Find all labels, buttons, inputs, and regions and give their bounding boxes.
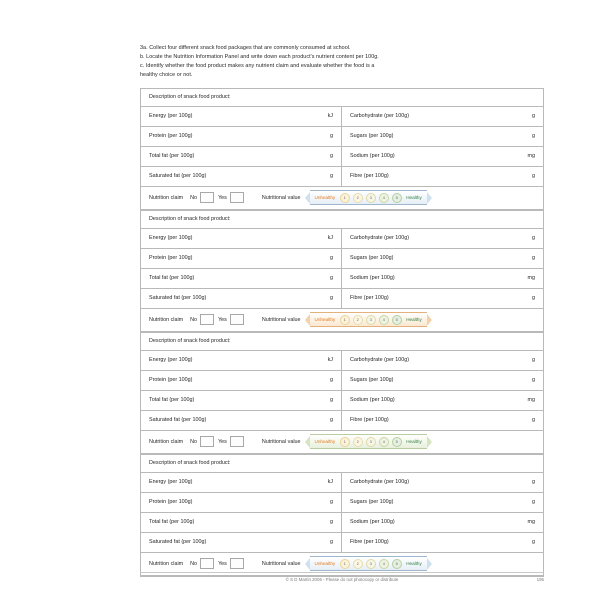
- scale-unhealthy-label: Unhealthy: [314, 439, 336, 445]
- field-label: Protein (per 100g): [149, 255, 193, 262]
- claim-no-label: No: [190, 316, 198, 323]
- scale-point-3[interactable]: 3: [366, 315, 376, 325]
- scale-unhealthy-label: Unhealthy: [314, 195, 336, 201]
- page-number: 195: [536, 577, 544, 582]
- nutritional-value-scale[interactable]: [305, 557, 432, 570]
- field-unit: kJ: [327, 357, 333, 364]
- field-saturated-fat[interactable]: [141, 411, 342, 430]
- claim-no-checkbox[interactable]: [200, 314, 214, 325]
- nutrient-row-energy: [141, 473, 543, 493]
- nutrition-claim-label: Nutrition claim: [149, 438, 184, 445]
- field-protein[interactable]: [141, 371, 342, 390]
- scale-point-2[interactable]: 2: [353, 559, 363, 569]
- field-label: Sugars (per 100g): [350, 133, 394, 140]
- field-label: Protein (per 100g): [149, 377, 193, 384]
- field-fibre[interactable]: [342, 289, 543, 308]
- claim-no-label: No: [190, 438, 198, 445]
- nutrient-row-saturated-fat: [141, 411, 543, 431]
- field-unit: g: [330, 133, 333, 140]
- nutrition-claim-row: [141, 187, 543, 210]
- field-energy[interactable]: [141, 107, 342, 126]
- field-label: Carbohydrate (per 100g): [350, 235, 410, 242]
- product-description-row[interactable]: [141, 455, 543, 473]
- field-carbohydrate[interactable]: [342, 229, 543, 248]
- claim-option-no[interactable]: [190, 436, 214, 447]
- field-unit: kJ: [327, 479, 333, 486]
- snack-product-block: [140, 88, 544, 210]
- nutrient-row-saturated-fat: [141, 289, 543, 309]
- field-protein[interactable]: [141, 493, 342, 512]
- scale-point-3[interactable]: 3: [366, 437, 376, 447]
- field-unit: g: [330, 499, 333, 506]
- field-label: Total fat (per 100g): [149, 519, 195, 526]
- field-unit: mg: [527, 153, 535, 160]
- scale-point-1[interactable]: 1: [340, 193, 350, 203]
- field-unit: g: [330, 377, 333, 384]
- field-label: Protein (per 100g): [149, 499, 193, 506]
- field-unit: g: [330, 295, 333, 302]
- field-unit: g: [330, 153, 333, 160]
- field-carbohydrate[interactable]: [342, 473, 543, 492]
- instruction-line-b: b. Locate the Nutrition Information Panel and write down each product's nutrient content per 100g.: [140, 53, 379, 60]
- field-unit: g: [532, 499, 535, 506]
- field-carbohydrate[interactable]: [342, 351, 543, 370]
- claim-no-checkbox[interactable]: [200, 558, 214, 569]
- field-label: Protein (per 100g): [149, 133, 193, 140]
- nutrient-row-total-fat: [141, 269, 543, 289]
- field-label: Sugars (per 100g): [350, 499, 394, 506]
- field-protein[interactable]: [141, 249, 342, 268]
- claim-yes-checkbox[interactable]: [230, 436, 244, 447]
- nutritional-value-scale[interactable]: [305, 191, 432, 204]
- nutritional-value-label: Nutritional value: [261, 316, 301, 323]
- field-label: Energy (per 100g): [149, 479, 193, 486]
- claim-yes-label: Yes: [218, 194, 227, 201]
- field-unit: g: [532, 255, 535, 262]
- claim-yes-label: Yes: [218, 316, 227, 323]
- field-sodium[interactable]: [342, 513, 543, 532]
- nutrient-row-protein: [141, 249, 543, 269]
- copyright-text: © S D Martin 2006 - Please do not photocopy or distribute: [285, 577, 399, 582]
- field-energy[interactable]: [141, 229, 342, 248]
- field-unit: g: [330, 275, 333, 282]
- field-label: Carbohydrate (per 100g): [350, 113, 410, 120]
- scale-healthy-label: Healthy: [406, 195, 422, 201]
- field-protein[interactable]: [141, 127, 342, 146]
- nutrient-row-energy: [141, 229, 543, 249]
- field-sugars[interactable]: [342, 493, 543, 512]
- field-label: Fibre (per 100g): [350, 295, 389, 302]
- field-label: Sugars (per 100g): [350, 255, 394, 262]
- product-description-label: Description of snack food product:: [149, 94, 231, 101]
- claim-yes-checkbox[interactable]: [230, 314, 244, 325]
- nutritional-value-label: Nutritional value: [261, 560, 301, 567]
- snack-product-block: [140, 454, 544, 577]
- field-unit: g: [330, 173, 333, 180]
- field-label: Saturated fat (per 100g): [149, 295, 207, 302]
- scale-healthy-label: Healthy: [406, 561, 422, 567]
- scale-point-2[interactable]: 2: [353, 437, 363, 447]
- field-label: Total fat (per 100g): [149, 397, 195, 404]
- field-unit: g: [532, 357, 535, 364]
- field-label: Saturated fat (per 100g): [149, 417, 207, 424]
- field-sugars[interactable]: [342, 371, 543, 390]
- field-unit: g: [532, 113, 535, 120]
- field-fibre[interactable]: [342, 533, 543, 552]
- field-saturated-fat[interactable]: [141, 533, 342, 552]
- claim-yes-checkbox[interactable]: [230, 558, 244, 569]
- field-label: Fibre (per 100g): [350, 539, 389, 546]
- scale-point-4[interactable]: 4: [379, 559, 389, 569]
- nutritional-value-scale[interactable]: [305, 435, 432, 448]
- field-label: Sodium (per 100g): [350, 275, 395, 282]
- scale-unhealthy-label: Unhealthy: [314, 561, 336, 567]
- field-energy[interactable]: [141, 473, 342, 492]
- field-total-fat[interactable]: [141, 391, 342, 410]
- field-unit: g: [532, 377, 535, 384]
- scale-point-1[interactable]: 1: [340, 315, 350, 325]
- scale-body: [310, 312, 427, 327]
- scale-body: [310, 434, 427, 449]
- field-label: Sugars (per 100g): [350, 377, 394, 384]
- field-total-fat[interactable]: [141, 269, 342, 288]
- field-saturated-fat[interactable]: [141, 167, 342, 186]
- field-unit: g: [532, 417, 535, 424]
- field-total-fat[interactable]: [141, 513, 342, 532]
- field-label: Fibre (per 100g): [350, 173, 389, 180]
- field-unit: g: [330, 417, 333, 424]
- scale-point-4[interactable]: 4: [379, 315, 389, 325]
- nutrient-row-protein: [141, 371, 543, 391]
- scale-point-4[interactable]: 4: [379, 193, 389, 203]
- snack-product-block: [140, 210, 544, 332]
- claim-option-yes[interactable]: [218, 192, 244, 203]
- nutrient-row-total-fat: [141, 513, 543, 533]
- nutrient-row-energy: [141, 351, 543, 371]
- field-label: Saturated fat (per 100g): [149, 539, 207, 546]
- field-unit: g: [532, 295, 535, 302]
- scale-body: [310, 556, 427, 571]
- field-unit: g: [532, 173, 535, 180]
- field-energy[interactable]: [141, 351, 342, 370]
- scale-healthy-label: Healthy: [406, 317, 422, 323]
- scale-body: [310, 190, 427, 205]
- field-label: Energy (per 100g): [149, 113, 193, 120]
- nutrient-row-protein: [141, 127, 543, 147]
- field-unit: g: [532, 539, 535, 546]
- nutrition-claim-label: Nutrition claim: [149, 194, 184, 201]
- instruction-line-d: healthy choice or not.: [140, 71, 193, 78]
- claim-no-checkbox[interactable]: [200, 436, 214, 447]
- product-description-label: Description of snack food product:: [149, 338, 231, 345]
- claim-no-label: No: [190, 194, 198, 201]
- field-carbohydrate[interactable]: [342, 107, 543, 126]
- scale-point-1[interactable]: 1: [340, 559, 350, 569]
- nutritional-value-label: Nutritional value: [261, 438, 301, 445]
- field-unit: kJ: [327, 235, 333, 242]
- nutrient-row-energy: [141, 107, 543, 127]
- field-label: Carbohydrate (per 100g): [350, 357, 410, 364]
- scale-point-5[interactable]: 5: [392, 559, 402, 569]
- field-label: Energy (per 100g): [149, 357, 193, 364]
- nutrition-claim-row: [141, 431, 543, 454]
- scale-point-2[interactable]: 2: [353, 315, 363, 325]
- instruction-line-c: c. Identify whether the food product makes any nutrient claim and evaluate whether the food is a: [140, 62, 375, 69]
- scale-point-3[interactable]: 3: [366, 559, 376, 569]
- scale-point-5[interactable]: 5: [392, 315, 402, 325]
- claim-option-no[interactable]: [190, 558, 214, 569]
- nutrient-row-saturated-fat: [141, 167, 543, 187]
- field-unit: mg: [527, 275, 535, 282]
- field-sodium[interactable]: [342, 147, 543, 166]
- field-unit: g: [532, 235, 535, 242]
- product-description-row[interactable]: [141, 89, 543, 107]
- nutritional-value-label: Nutritional value: [261, 194, 301, 201]
- scale-right-arrow-icon: [427, 436, 432, 448]
- field-unit: g: [532, 479, 535, 486]
- scale-point-3[interactable]: 3: [366, 193, 376, 203]
- scale-point-2[interactable]: 2: [353, 193, 363, 203]
- field-label: Sodium (per 100g): [350, 153, 395, 160]
- claim-option-yes[interactable]: [218, 558, 244, 569]
- instruction-line-a: 3a. Collect four different snack food packages that are commonly consumed at school.: [140, 45, 351, 51]
- product-description-label: Description of snack food product:: [149, 216, 231, 223]
- claim-option-yes[interactable]: [218, 436, 244, 447]
- field-label: Carbohydrate (per 100g): [350, 479, 410, 486]
- claim-yes-checkbox[interactable]: [230, 192, 244, 203]
- field-unit: kJ: [327, 113, 333, 120]
- field-sugars[interactable]: [342, 127, 543, 146]
- field-total-fat[interactable]: [141, 147, 342, 166]
- field-label: Total fat (per 100g): [149, 275, 195, 282]
- field-unit: g: [330, 397, 333, 404]
- field-label: Sodium (per 100g): [350, 397, 395, 404]
- claim-no-label: No: [190, 560, 198, 567]
- product-description-row[interactable]: [141, 211, 543, 229]
- nutrition-claim-row: [141, 309, 543, 332]
- nutrient-row-protein: [141, 493, 543, 513]
- field-unit: g: [330, 519, 333, 526]
- scale-point-5[interactable]: 5: [392, 193, 402, 203]
- claim-no-checkbox[interactable]: [200, 192, 214, 203]
- field-saturated-fat[interactable]: [141, 289, 342, 308]
- nutrient-row-saturated-fat: [141, 533, 543, 553]
- field-unit: mg: [527, 519, 535, 526]
- nutrition-claim-label: Nutrition claim: [149, 316, 184, 323]
- claim-option-no[interactable]: [190, 314, 214, 325]
- field-sugars[interactable]: [342, 249, 543, 268]
- field-label: Saturated fat (per 100g): [149, 173, 207, 180]
- claim-option-yes[interactable]: [218, 314, 244, 325]
- field-label: Energy (per 100g): [149, 235, 193, 242]
- instructions-block: [140, 44, 544, 80]
- field-unit: mg: [527, 397, 535, 404]
- field-sodium[interactable]: [342, 269, 543, 288]
- nutrient-row-total-fat: [141, 391, 543, 411]
- claim-yes-label: Yes: [218, 438, 227, 445]
- field-label: Total fat (per 100g): [149, 153, 195, 160]
- scale-unhealthy-label: Unhealthy: [314, 317, 336, 323]
- claim-yes-label: Yes: [218, 560, 227, 567]
- snack-product-block: [140, 332, 544, 454]
- scale-point-1[interactable]: 1: [340, 437, 350, 447]
- nutritional-value-scale[interactable]: [305, 313, 432, 326]
- field-unit: g: [330, 539, 333, 546]
- scale-right-arrow-icon: [427, 314, 432, 326]
- claim-option-no[interactable]: [190, 192, 214, 203]
- product-description-label: Description of snack food product:: [149, 460, 231, 467]
- scale-right-arrow-icon: [427, 558, 432, 570]
- field-unit: g: [532, 133, 535, 140]
- scale-point-5[interactable]: 5: [392, 437, 402, 447]
- field-fibre[interactable]: [342, 411, 543, 430]
- scale-point-4[interactable]: 4: [379, 437, 389, 447]
- nutrient-row-total-fat: [141, 147, 543, 167]
- field-unit: g: [330, 255, 333, 262]
- field-fibre[interactable]: [342, 167, 543, 186]
- scale-healthy-label: Healthy: [406, 439, 422, 445]
- field-sodium[interactable]: [342, 391, 543, 410]
- field-label: Sodium (per 100g): [350, 519, 395, 526]
- product-description-row[interactable]: [141, 333, 543, 351]
- page-footer: [140, 572, 544, 582]
- scale-right-arrow-icon: [427, 192, 432, 204]
- field-label: Fibre (per 100g): [350, 417, 389, 424]
- nutrition-claim-label: Nutrition claim: [149, 560, 184, 567]
